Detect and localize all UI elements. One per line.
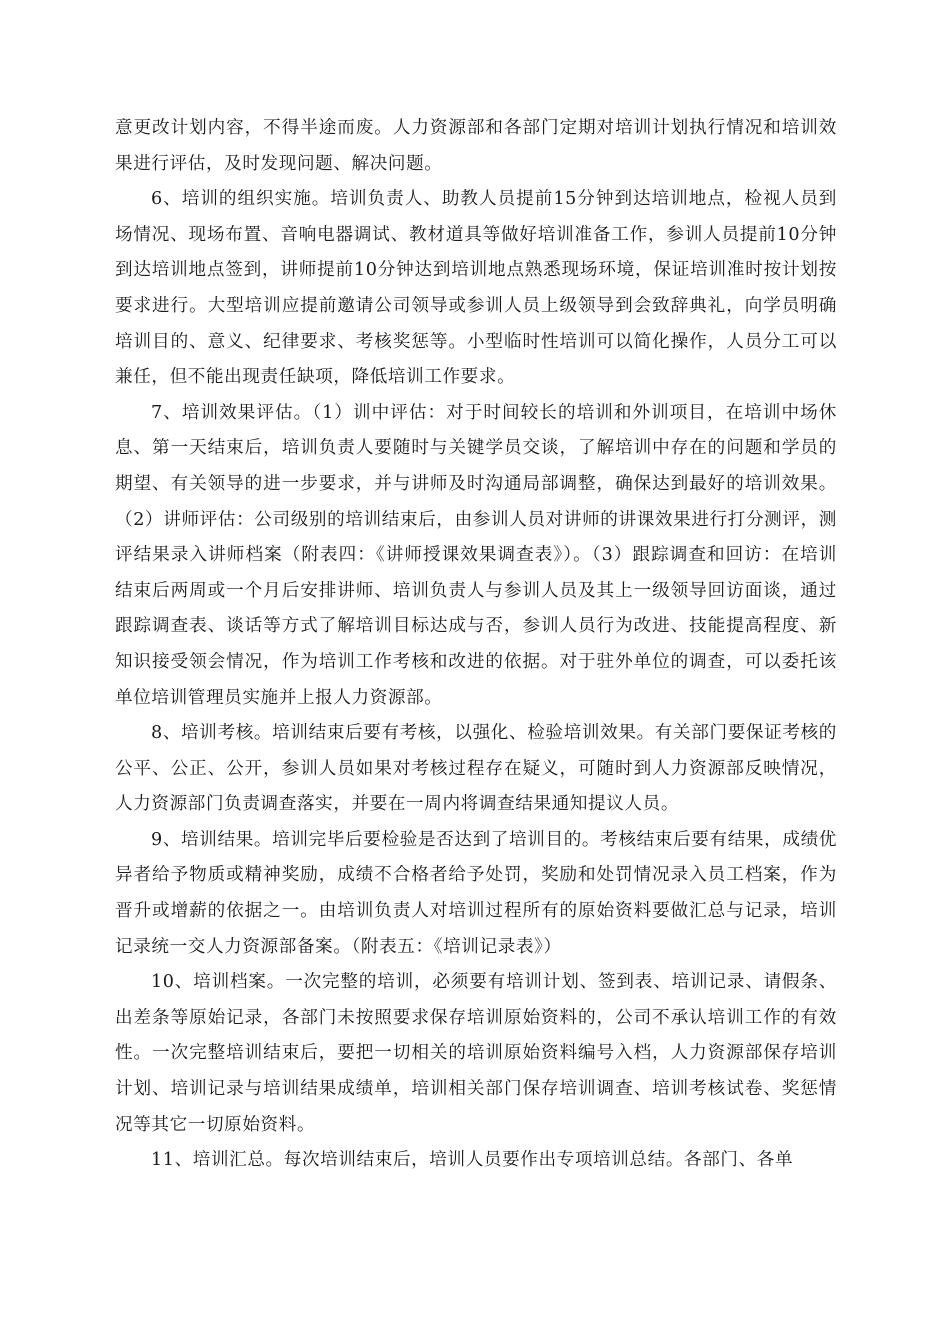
paragraph-archives: 10、培训档案。一次完整的培训，必须要有培训计划、签到表、培训记录、请假条、出差条等原始记录，各部门未按照要求保存培训原始资料的，公司不承认培训工作的有效性。一次完整培训结束后，要把一切相关的培训原始资料编号入档，人力资源部保存培训计划、培训记录与培训结果成绩单，培训相关部门保存培训调查、培训考核试卷、奖惩情况等其它一切原始资料。: [115, 972, 837, 1135]
paragraph-assessment: 8、培训考核。培训结束后要有考核，以强化、检验培训效果。有关部门要保证考核的公平、公正、公开，参训人员如果对考核过程存在疑义，可随时到人力资源部反映情况，人力资源部门负责调查落实，并要在一周内将调查结果通知提议人员。: [115, 723, 837, 815]
paragraph-effect-evaluation: 7、培训效果评估。（1）训中评估：对于时间较长的培训和外训项目，在培训中场休息、第一天结束后，培训负责人要随时与关键学员交谈，了解培训中存在的问题和学员的期望、有关领导的进一步要求，并与讲师及时沟通局部调整，确保达到最好的培训效果。（2）讲师评估：公司级别的培训结束后，由参训人员对讲师的讲课效果进行打分测评，测评结果录入讲师档案（附表四：《讲师授课效果调查表》）。（3）跟踪调查和回访：在培训结束后两周或一个月后安排讲师、培训负责人与参训人员及其上一级领导回访面谈，通过跟踪调查表、谈话等方式了解培训目标达成与否，参训人员行为改进、技能提高程度、新知识接受领会情况，作为培训工作考核和改进的依据。对于驻外单位的调查，可以委托该单位培训管理员实施并上报人力资源部。: [115, 402, 837, 708]
paragraph-summary: 11、培训汇总。每次培训结束后，培训人员要作出专项培训总结。各部门、各单: [151, 1150, 794, 1171]
paragraph-organization-implementation: 6、培训的组织实施。培训负责人、助教人员提前15分钟到达培训地点，检视人员到场情况、现场布置、音响电器调试、教材道具等做好培训准备工作，参训人员提前10分钟到达培训地点签到，讲师提前10分钟达到培训地点熟悉现场环境，保证培训准时按计划按要求进行。大型培训应提前邀请公司领导或参训人员上级领导到会致辞典礼，向学员明确培训目的、意义、纪律要求、考核奖惩等。小型临时性培训可以简化操作，人员分工可以兼任，但不能出现责任缺项，降低培训工作要求。: [115, 189, 837, 388]
paragraph-results: 9、培训结果。培训完毕后要检验是否达到了培训目的。考核结束后要有结果，成绩优异者给予物质或精神奖励，成绩不合格者给予处罚，奖励和处罚情况录入员工档案，作为晋升或增薪的依据之一。由培训负责人对培训过程所有的原始资料要做汇总与记录，培训记录统一交人力资源部备案。（附表五：《培训记录表》）: [115, 829, 837, 957]
document-body: [115, 111, 837, 1179]
paragraph-continuation: 意更改计划内容，不得半途而废。人力资源部和各部门定期对培训计划执行情况和培训效果进行评估，及时发现问题、解决问题。: [115, 118, 837, 174]
